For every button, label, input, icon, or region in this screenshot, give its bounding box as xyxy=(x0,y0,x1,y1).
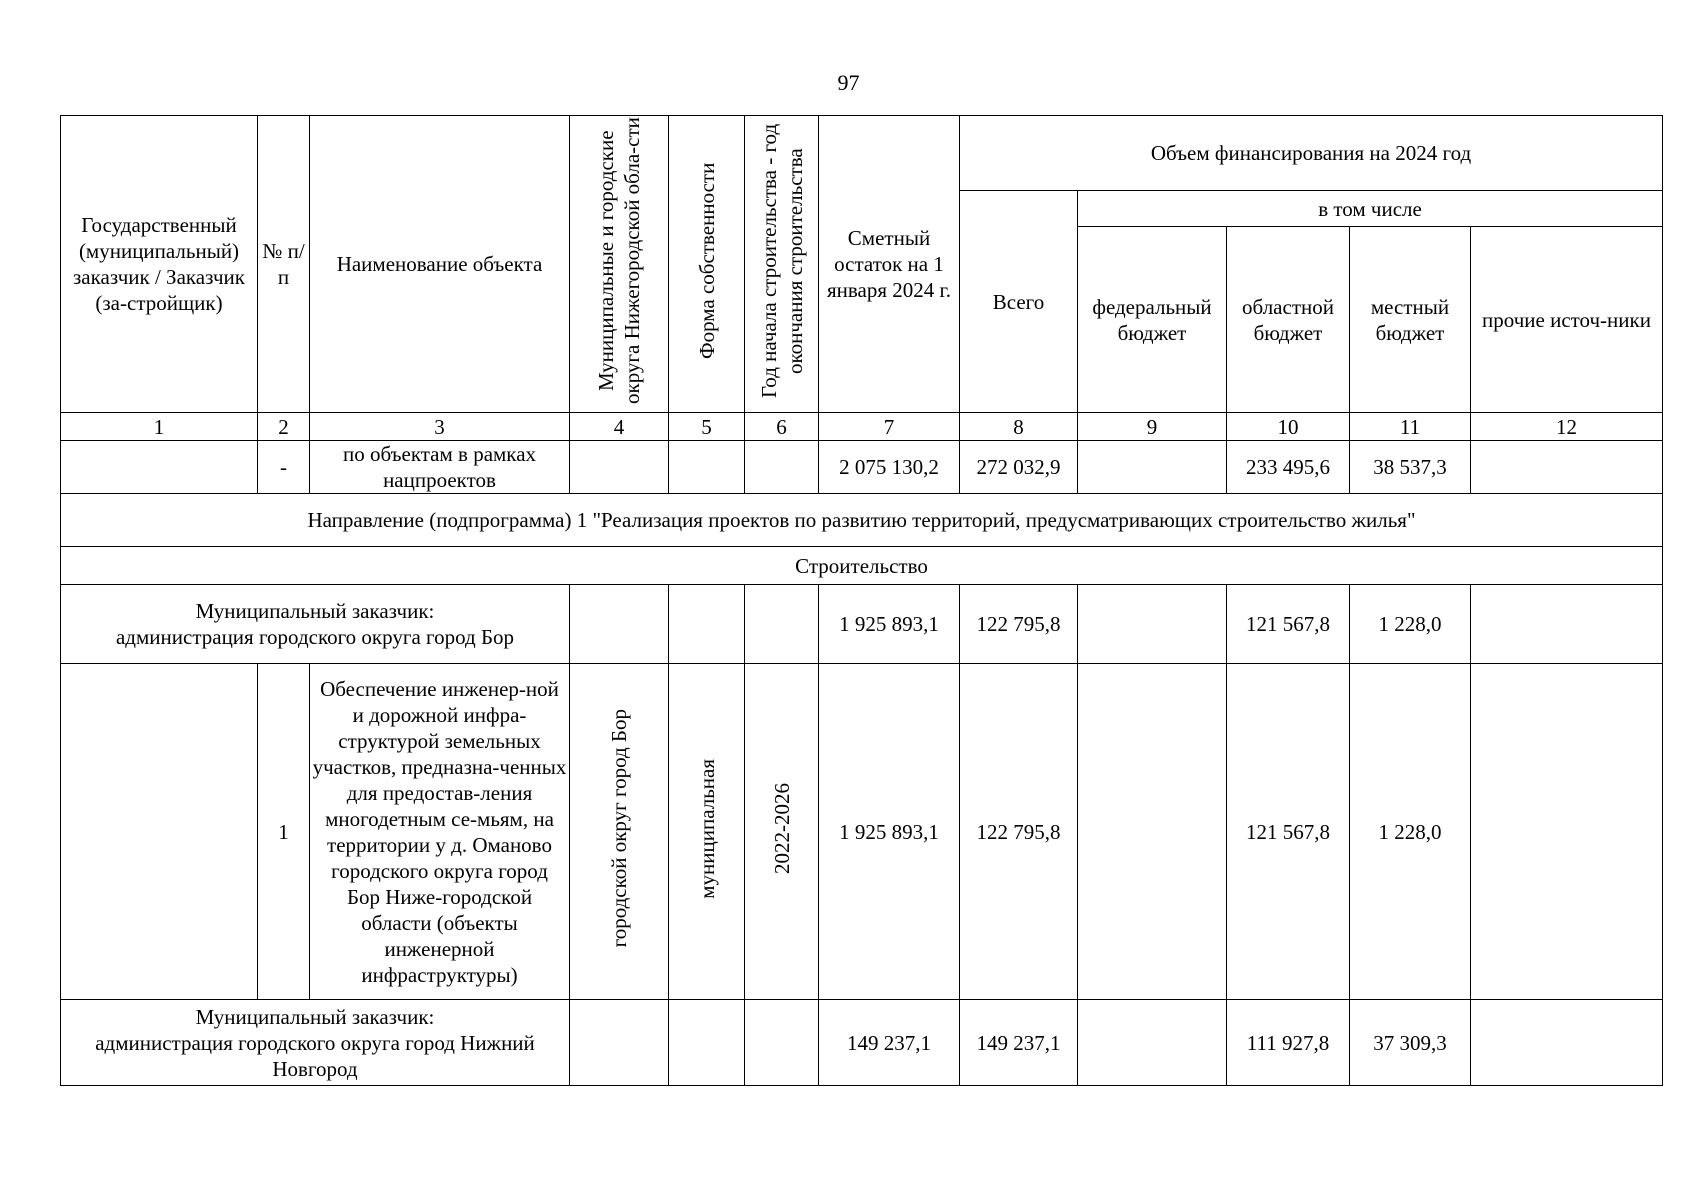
object-federal xyxy=(1078,664,1227,1000)
customer-bor-label-line2: администрация городского округа город Бор xyxy=(115,625,515,649)
customer-nn-local: 37 309,3 xyxy=(1350,1000,1471,1086)
customer-bor-regional: 121 567,8 xyxy=(1227,585,1350,664)
natproject-total: 272 032,9 xyxy=(960,441,1078,494)
customer-bor-years xyxy=(745,585,819,664)
header-row-top xyxy=(61,116,1663,191)
object-years-text: 2022-2026 xyxy=(769,783,794,874)
customer-nn-other xyxy=(1471,1000,1663,1086)
object-ownership xyxy=(669,664,745,1000)
customer-nn-label-line2: администрация городского округа город Нижний Новгород xyxy=(95,1030,535,1081)
header-years xyxy=(745,116,819,413)
column-number: 5 xyxy=(669,413,745,441)
natproject-number: - xyxy=(258,441,310,494)
natproject-federal xyxy=(1078,441,1227,494)
column-number: 1 xyxy=(61,413,258,441)
customer-bor-other xyxy=(1471,585,1663,664)
natproject-regional: 233 495,6 xyxy=(1227,441,1350,494)
construction-row xyxy=(61,547,1663,585)
natproject-customer xyxy=(61,441,258,494)
header-local: местный бюджет xyxy=(1350,227,1471,413)
object-customer xyxy=(61,664,258,1000)
customer-nn-district xyxy=(570,1000,669,1086)
header-district xyxy=(570,116,669,413)
column-number: 3 xyxy=(310,413,570,441)
customer-nn-years xyxy=(745,1000,819,1086)
header-total: Всего xyxy=(960,191,1078,413)
header-other: прочие источ-ники xyxy=(1471,227,1663,413)
header-customer: Государственный (муниципальный) заказчик / Заказчик (за-стройщик) xyxy=(61,116,258,413)
column-number: 12 xyxy=(1471,413,1663,441)
natproject-row xyxy=(61,441,1663,494)
header-item-number: № п/п xyxy=(258,116,310,413)
natproject-other xyxy=(1471,441,1663,494)
header-regional: областной бюджет xyxy=(1227,227,1350,413)
customer-bor-district xyxy=(570,585,669,664)
financing-table xyxy=(60,115,1663,1086)
object-years xyxy=(745,664,819,1000)
object-total: 122 795,8 xyxy=(960,664,1078,1000)
natproject-name: по объектам в рамках нацпроектов xyxy=(310,441,570,494)
customer-nn-total: 149 237,1 xyxy=(960,1000,1078,1086)
object-name: Обеспечение инженер-ной и дорожной инфра-структурой земельных участков, предназна-ченных для предостав-ления многодетным се-мьям, на территории у д. Оманово городского округа город Бор Ниже-городской области (объекты инженерной инфраструктуры) xyxy=(310,664,570,1000)
column-number: 10 xyxy=(1227,413,1350,441)
customer-bor-total: 122 795,8 xyxy=(960,585,1078,664)
customer-nn-ownership xyxy=(669,1000,745,1086)
column-number: 6 xyxy=(745,413,819,441)
object-district-text: городской округ город Бор xyxy=(607,709,631,948)
customer-nn-regional: 111 927,8 xyxy=(1227,1000,1350,1086)
object-regional: 121 567,8 xyxy=(1227,664,1350,1000)
header-district-text: Муниципальные и городские округа Нижегородской обла-сти xyxy=(594,117,644,405)
page-number: 97 xyxy=(837,70,860,95)
customer-bor-local: 1 228,0 xyxy=(1350,585,1471,664)
object-other xyxy=(1471,664,1663,1000)
customer-bor-label-line1: Муниципальный заказчик: xyxy=(195,599,435,623)
header-years-text: Год начала строительства - год окончания строительства xyxy=(756,123,807,399)
customer-nn-row xyxy=(61,1000,1663,1086)
column-number-row xyxy=(61,413,1663,441)
header-financing-group: Объем финансирования на 2024 год xyxy=(960,116,1663,191)
customer-nn-label-line1: Муниципальный заказчик: xyxy=(195,1004,435,1029)
natproject-local: 38 537,3 xyxy=(1350,441,1471,494)
header-estimate: Сметный остаток на 1 января 2024 г. xyxy=(819,116,960,413)
object-estimate: 1 925 893,1 xyxy=(819,664,960,1000)
customer-bor-label xyxy=(61,585,570,664)
object-ownership-text: муниципальная xyxy=(694,758,719,899)
natproject-ownership xyxy=(669,441,745,494)
object-row xyxy=(61,664,1663,1000)
header-federal: федеральный бюджет xyxy=(1078,227,1227,413)
customer-bor-federal xyxy=(1078,585,1227,664)
header-including: в том числе xyxy=(1078,191,1663,227)
object-local: 1 228,0 xyxy=(1350,664,1471,1000)
natproject-years xyxy=(745,441,819,494)
natproject-estimate: 2 075 130,2 xyxy=(819,441,960,494)
header-object-name: Наименование объекта xyxy=(310,116,570,413)
column-number: 7 xyxy=(819,413,960,441)
customer-nn-estimate: 149 237,1 xyxy=(819,1000,960,1086)
customer-bor-estimate: 1 925 893,1 xyxy=(819,585,960,664)
customer-bor-ownership xyxy=(669,585,745,664)
header-ownership-text: Форма собственности xyxy=(694,162,719,360)
column-number: 8 xyxy=(960,413,1078,441)
natproject-district xyxy=(570,441,669,494)
customer-nn-federal xyxy=(1078,1000,1227,1086)
direction-row xyxy=(61,494,1663,547)
direction-title: Направление (подпрограмма) 1 "Реализация проектов по развитию территорий, предусматривающих строительство жилья" xyxy=(61,494,1663,547)
customer-nn-label xyxy=(61,1000,570,1086)
construction-title: Строительство xyxy=(61,547,1663,585)
header-ownership xyxy=(669,116,745,413)
customer-bor-row xyxy=(61,585,1663,664)
object-district xyxy=(570,664,669,1000)
column-number: 9 xyxy=(1078,413,1227,441)
column-number: 2 xyxy=(258,413,310,441)
column-number: 11 xyxy=(1350,413,1471,441)
object-number: 1 xyxy=(258,664,310,1000)
column-number: 4 xyxy=(570,413,669,441)
